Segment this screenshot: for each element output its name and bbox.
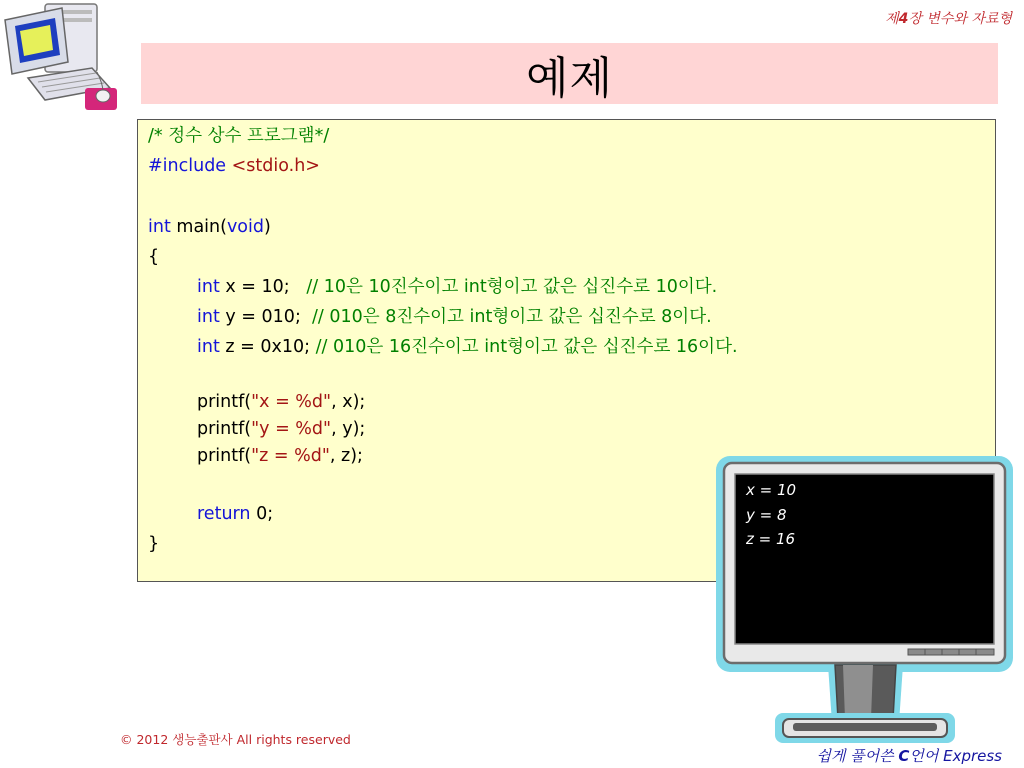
- title-bar: [141, 43, 998, 104]
- chapter-label: [885, 8, 1012, 28]
- printf-x-format: "x = %d": [251, 392, 332, 412]
- keyword-return: return: [197, 504, 251, 524]
- main-signature: main(: [170, 217, 227, 237]
- book-title-prefix: 쉽게 풀어쓴: [816, 747, 899, 765]
- include-directive: #include: [148, 156, 232, 176]
- code-line-close-brace: [148, 533, 159, 555]
- code-line-main: [148, 216, 271, 238]
- code-line-include: [148, 155, 320, 177]
- book-title-middle: 언어: [909, 747, 944, 765]
- code-line-decl-y: [197, 306, 712, 328]
- decl-y-code: y = 010;: [219, 307, 312, 327]
- printf-open: printf(: [197, 446, 252, 466]
- output-line-2: y = 8: [746, 506, 787, 524]
- printf-open: printf(: [197, 419, 252, 439]
- code-line-printf-z: [197, 445, 363, 467]
- chapter-suffix: 장 변수와 자료형: [908, 11, 1012, 27]
- code-line-printf-y: [197, 418, 365, 440]
- decl-x-comment: // 10은 10진수이고 int형이고 값은 십진수로 10이다.: [306, 277, 718, 297]
- computer-clipart-icon: [0, 0, 125, 115]
- keyword-void: void: [226, 217, 264, 237]
- printf-x-args: , x);: [331, 392, 366, 412]
- code-line-printf-x: [197, 391, 365, 413]
- main-close-paren: ): [264, 217, 271, 237]
- chapter-prefix: 제: [885, 11, 899, 27]
- copyright-notice: © 2012 생능출판사 All rights reserved: [120, 732, 351, 747]
- output-line-1: x = 10: [746, 481, 797, 499]
- keyword-int: int: [197, 307, 220, 327]
- decl-z-code: z = 0x10;: [219, 337, 316, 357]
- printf-y-format: "y = %d": [251, 419, 332, 439]
- chapter-number: 4: [898, 11, 909, 27]
- open-brace: {: [148, 247, 160, 267]
- keyword-int: int: [148, 217, 171, 237]
- close-brace: }: [148, 534, 160, 554]
- include-header: <stdio.h>: [231, 156, 320, 176]
- book-title-express: Express: [943, 747, 1002, 765]
- return-value: 0;: [250, 504, 274, 524]
- code-line-decl-x: [197, 276, 717, 298]
- code-line-return: [197, 503, 273, 525]
- book-title-c: C: [898, 747, 910, 765]
- printf-z-args: , z);: [329, 446, 363, 466]
- decl-z-comment: // 010은 16진수이고 int형이고 값은 십진수로 16이다.: [315, 337, 738, 357]
- printf-z-format: "z = %d": [251, 446, 330, 466]
- output-line-3: z = 16: [746, 530, 796, 548]
- code-comment: /* 정수 상수 프로그램*/: [148, 126, 330, 146]
- decl-y-comment: // 010은 8진수이고 int형이고 값은 십진수로 8이다.: [311, 307, 712, 327]
- code-line-decl-z: [197, 336, 738, 358]
- decl-x-code: x = 10;: [219, 277, 307, 297]
- code-line-comment: [148, 125, 329, 147]
- book-title: [816, 745, 1002, 766]
- slide-title: 예제: [525, 52, 613, 104]
- printf-open: printf(: [197, 392, 252, 412]
- keyword-int: int: [197, 337, 220, 357]
- code-line-open-brace: [148, 246, 159, 268]
- keyword-int: int: [197, 277, 220, 297]
- printf-y-args: , y);: [331, 419, 366, 439]
